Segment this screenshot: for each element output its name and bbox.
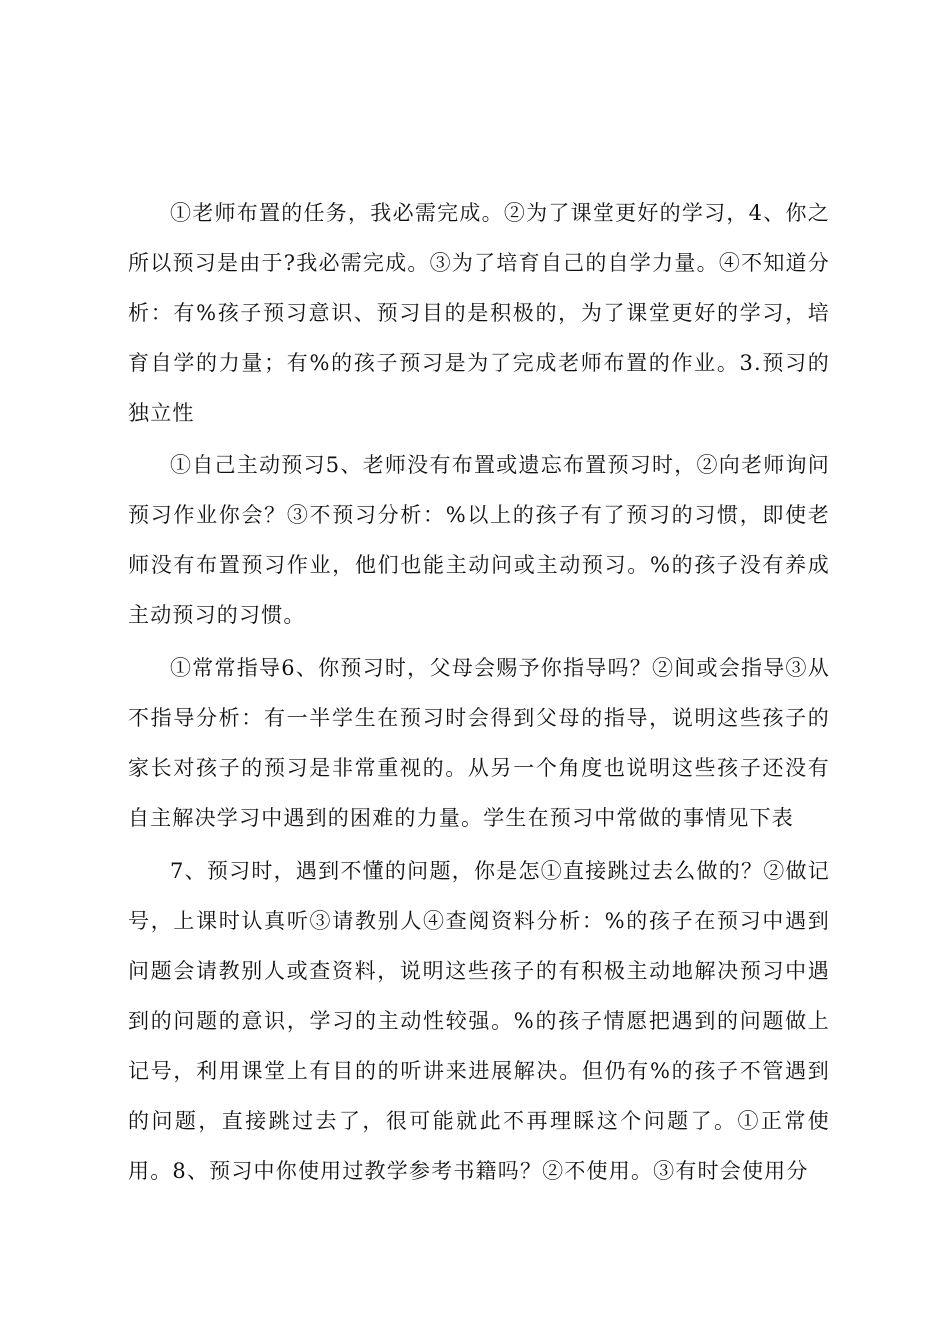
document-body (128, 188, 830, 1200)
paragraph-parent-guidance: ①常常指导6、你预习时，父母会赐予你指导吗？②间或会指导③从不指导分析：有一半学生在预习时会得到父母的指导，说明这些孩子的家长对孩子的预习是非常重视的。从另一个角度也说明这些孩子还没有自主解决学习中遇到的困难的力量。学生在预习中常做的事情见下表 (128, 656, 830, 830)
paragraph-problem-handling: 7、预习时，遇到不懂的问题，你是怎①直接跳过去么做的？②做记号，上课时认真听③请教别人④查阅资料分析：%的孩子在预习中遇到问题会请教别人或查资料，说明这些孩子的有积极主动地解决预习中遇到的问题的意识，学习的主动性较强。%的孩子情愿把遇到的问题做上记号，利用课堂上有目的的听讲来进展解决。但仍有%的孩子不管遇到的问题，直接跳过去了，很可能就此不再理睬这个问题了。①正常使用。8、预习中你使用过教学参考书籍吗？②不使用。③有时会使用分 (128, 859, 830, 1183)
paragraph-preview-independence: ①自己主动预习5、老师没有布置或遗忘布置预习时，②向老师询问预习作业你会？③不预习分析：%以上的孩子有了预习的习惯，即使老师没有布置预习作业，他们也能主动问或主动预习。%的孩子没有养成主动预习的习惯。 (128, 453, 830, 627)
paragraph-preview-purpose: ①老师布置的任务，我必需完成。②为了课堂更好的学习，4、你之所以预习是由于?我必需完成。③为了培育自己的自学力量。④不知道分析：有%孩子预习意识、预习目的是积极的，为了课堂更好的学习，培育自学的力量；有%的孩子预习是为了完成老师布置的作业。3.预习的独立性 (128, 201, 830, 425)
